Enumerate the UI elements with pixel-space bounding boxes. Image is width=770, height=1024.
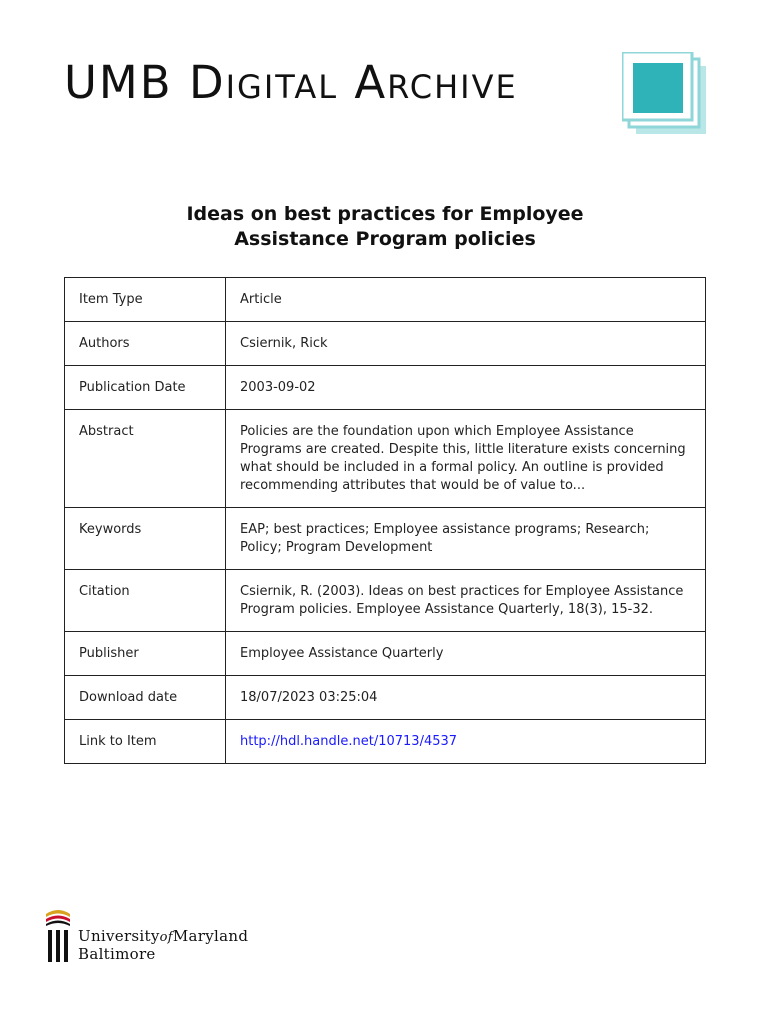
table-row: [65, 720, 706, 764]
authors-value: Csiernik, Rick: [226, 322, 706, 366]
table-row: [65, 410, 706, 508]
link-to-item-cell: [226, 720, 706, 764]
link-to-item-label: Link to Item: [65, 720, 226, 764]
abstract-label: Abstract: [65, 410, 226, 508]
document-title-line-2: Assistance Program policies: [234, 228, 536, 250]
publisher-value: Employee Assistance Quarterly: [226, 632, 706, 676]
university-name: [78, 928, 248, 963]
document-title-line-1: Ideas on best practices for Employee: [186, 203, 584, 225]
university-word: University: [78, 927, 160, 945]
archive-header: [64, 52, 706, 134]
university-logo: [44, 906, 284, 968]
maryland-word: Maryland: [172, 927, 249, 945]
download-date-label: Download date: [65, 676, 226, 720]
item-type-label: Item Type: [65, 278, 226, 322]
item-handle-link[interactable]: http://hdl.handle.net/10713/4537: [240, 734, 458, 749]
table-row: [65, 278, 706, 322]
citation-value: Csiernik, R. (2003). Ideas on best practices for Employee Assistance Program policies. Employee Assistance Quarterly, 18(3), 15-32.: [226, 570, 706, 632]
item-type-value: Article: [226, 278, 706, 322]
publication-date-label: Publication Date: [65, 366, 226, 410]
keywords-label: Keywords: [65, 508, 226, 570]
table-row: [65, 632, 706, 676]
table-row: [65, 570, 706, 632]
download-date-value: 18/07/2023 03:25:04: [226, 676, 706, 720]
table-row: [65, 676, 706, 720]
archive-title: UMB Digital Archive: [64, 56, 518, 109]
keywords-value: EAP; best practices; Employee assistance programs; Research; Policy; Program Development: [226, 508, 706, 570]
publication-date-value: 2003-09-02: [226, 366, 706, 410]
authors-label: Authors: [65, 322, 226, 366]
publisher-label: Publisher: [65, 632, 226, 676]
of-word: of: [159, 930, 173, 945]
archive-logo-icon: [622, 52, 706, 134]
document-title: [0, 202, 770, 252]
metadata-table: [64, 277, 706, 764]
citation-label: Citation: [65, 570, 226, 632]
university-name-line-2: Baltimore: [78, 945, 156, 963]
table-row: [65, 366, 706, 410]
university-name-line-1: [78, 928, 248, 946]
abstract-value: Policies are the foundation upon which Employee Assistance Programs are created. Despite this, little literature exists concerning what should be included in a formal policy. An outline is provided recommending attributes that would be of value to...: [226, 410, 706, 508]
university-emblem-icon: [44, 906, 72, 966]
table-row: [65, 508, 706, 570]
table-row: [65, 322, 706, 366]
